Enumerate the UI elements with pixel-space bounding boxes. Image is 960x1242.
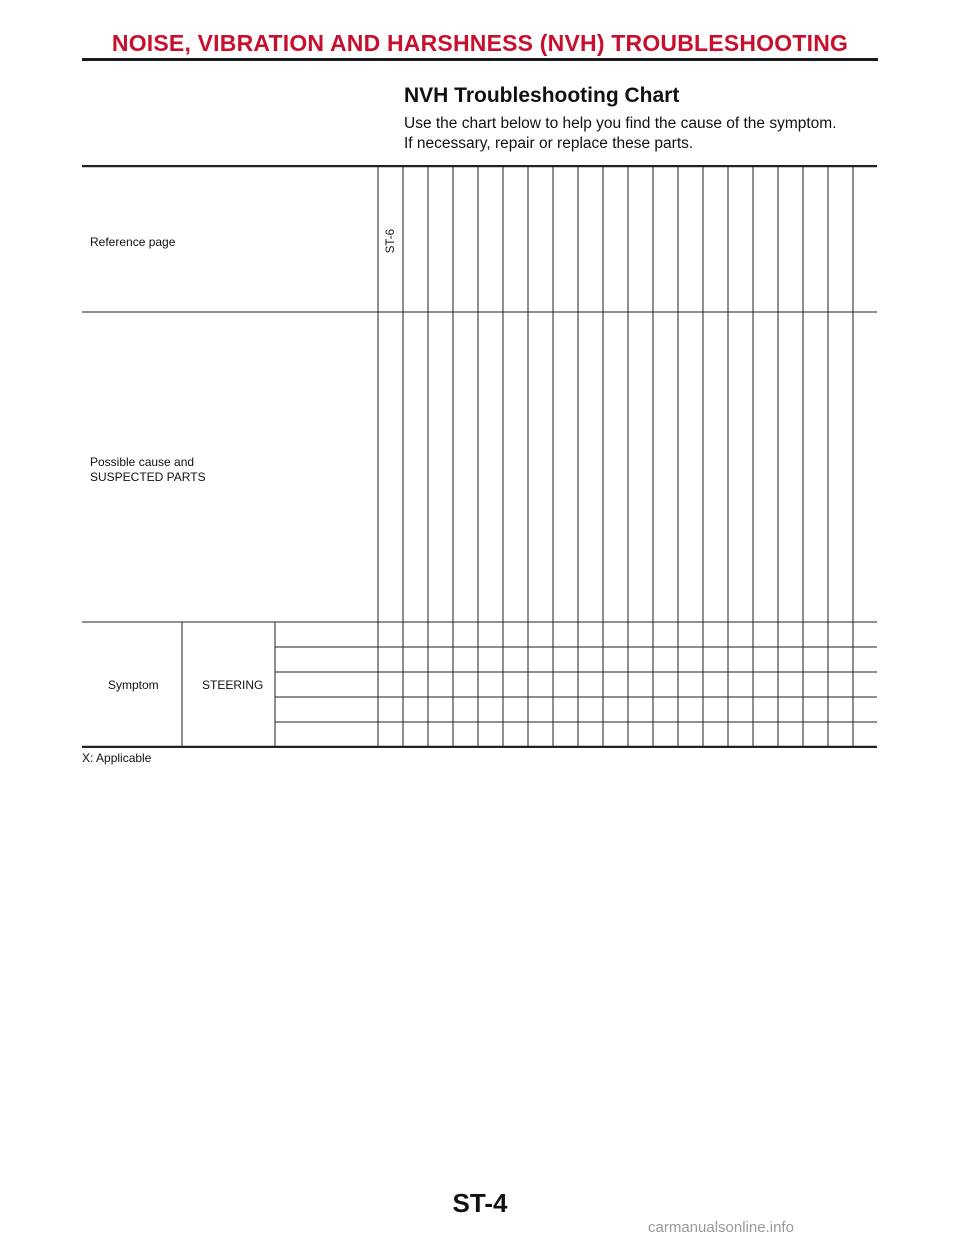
reference-page-cell: ST-6: [385, 229, 397, 254]
possible-cause-label: [90, 455, 206, 485]
applicable-footnote: X: Applicable: [82, 751, 152, 765]
possible-cause-line-2: SUSPECTED PARTS: [90, 470, 206, 484]
source-watermark: carmanualsonline.info: [648, 1219, 794, 1236]
chart-description: [404, 114, 837, 154]
reference-page-label: Reference page: [90, 235, 176, 249]
symptom-group-steering: STEERING: [202, 678, 264, 692]
description-line-1: Use the chart below to help you find the cause of the symptom.: [404, 115, 837, 132]
page-number: ST-4: [452, 1188, 508, 1218]
description-line-2: If necessary, repair or replace these parts.: [404, 135, 694, 152]
symptom-label: Symptom: [108, 678, 159, 692]
banner-rule: [82, 58, 878, 61]
section-banner: NOISE, VIBRATION AND HARSHNESS (NVH) TROUBLESHOOTING: [111, 30, 849, 56]
possible-cause-line-1: Possible cause and: [90, 455, 195, 469]
chart-title: NVH Troubleshooting Chart: [404, 84, 680, 107]
